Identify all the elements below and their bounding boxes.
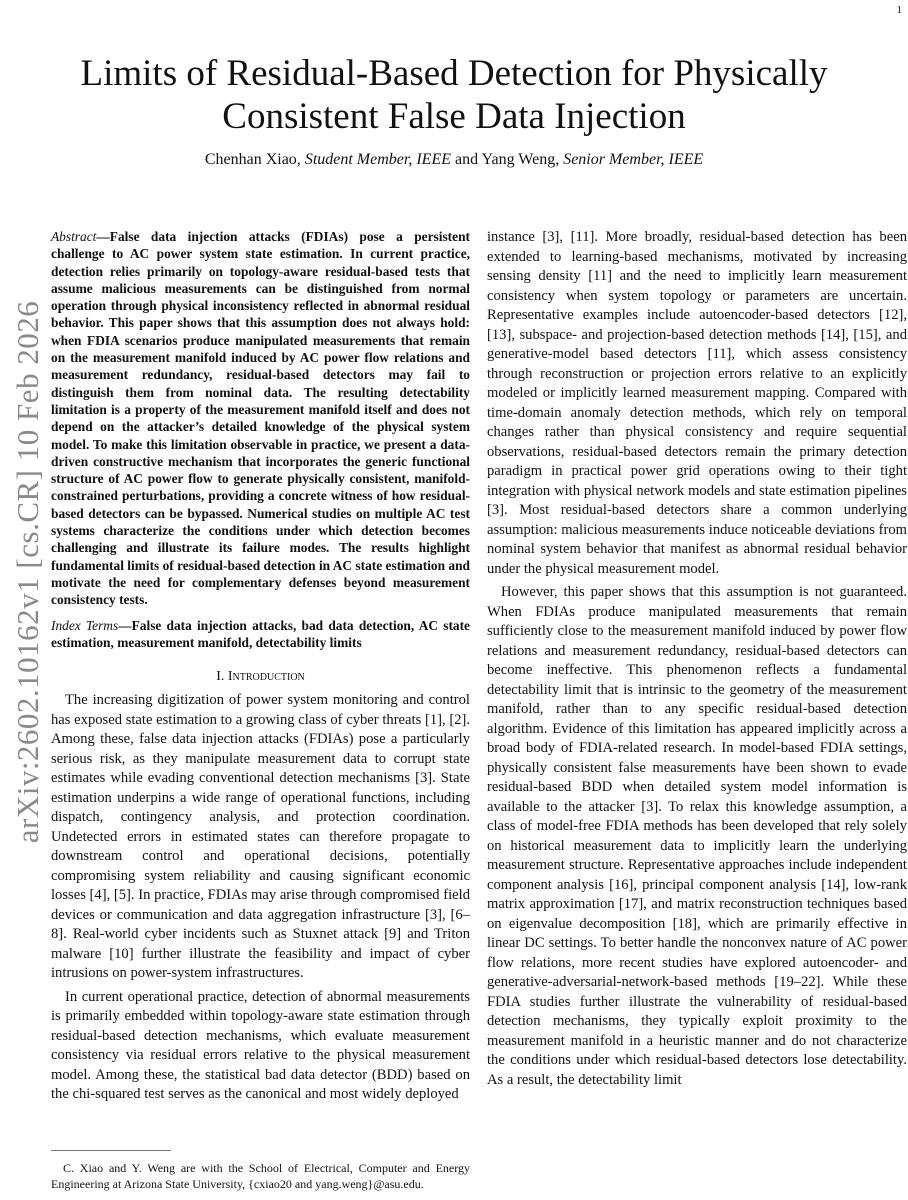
index-terms-text: —False data injection attacks, bad data detection, AC state estimation, measurement manifold, detectability limits [51, 617, 470, 650]
index-terms-label: Index Terms [51, 617, 119, 633]
author-conjunction: and [455, 151, 479, 168]
abstract [51, 228, 470, 609]
intro-paragraph-2: In current operational practice, detection of abnormal measurements is primarily embedded within topology-aware state estimation through residual-based detection mechanisms, which evaluate measurement consistency via residual errors relative to the physical measurement model. Among these, the statistical bad data detector (BDD) based on the chi-squared test serves as the canonical and most widely deployed [51, 988, 470, 1103]
footnote-rule [51, 1150, 171, 1151]
abstract-text: —False data injection attacks (FDIAs) pose a persistent challenge to AC power system state estimation. In current practice, detection relies primarily on topology-aware residual-based tests that assume malicious measurements can be distinguished from normal operation through physical inconsistency reflected in abnormal residual behavior. This paper shows that this assumption does not always hold: when FDIA scenarios produce manipulated measurements that remain on the measurement manifold induced by AC power flow relations and measurement redundancy, residual-based detectors may fail to distinguish them from nominal data. The resulting detectability limitation is a property of the measurement manifold itself and does not depend on the attacker’s detailed knowledge of the physical system model. To make this limitation observable in practice, we present a data-driven constructive mechanism that incorporates the generic functional structure of AC power flow to generate physically consistent, manifold-constrained perturbations, providing a concrete witness of how residual-based detectors can be bypassed. Numerical studies on multiple AC test systems characterize the conditions under which detection becomes challenging and illustrate its failure modes. The results highlight fundamental limits of residual-based detection in AC state estimation and motivate the need for complementary defenses beyond measurement consistency tests. [51, 229, 470, 608]
index-terms [51, 617, 470, 652]
author-1-name: Chenhan Xiao, [204, 151, 301, 168]
intro-paragraph-2-continued: instance [3], [11]. More broadly, residual-based detection has been extended to learning-based mechanisms, motivated by increasing sensing density [11] and the need to implicitly learn measurement consistency when system topology or parameters are uncertain. Representative examples include autoencoder-based detectors [12], [13], subspace- and projection-based detection methods [14], [15], and generative-model based detectors [11], which assess consistency through reconstruction or projection errors relative to an explicitly modeled or implicitly learned measurement mapping. Compared with time-domain anomaly detection methods, which rely on temporal changes rather than physical consistency and require sequential observations, residual-based detectors remain the primary detection paradigm in practical power grid operations owing to their tight integration with physical network models and state estimation pipelines [3]. Most residual-based detectors share a common underlying assumption: malicious measurements induce noticeable deviations from nominal system behavior that manifest as abnormal residual behavior under the physical measurement model. [487, 229, 907, 577]
author-1-role: Student Member, IEEE [304, 151, 451, 168]
intro-paragraph-3: However, this paper shows that this assumption is not guaranteed. When FDIAs produce manipulated measurements that remain sufficiently close to the measurement manifold induced by power flow relations and measurement redundancy, residual-based detectors can become ineffective. This phenomenon reflects a fundamental detectability limit that is intrinsic to the geometry of the measurement manifold, rather than to any specific residual-based detection algorithm. Evidence of this limitation has appeared implicitly across a broad body of FDIA-related research. In model-based FDIA settings, physically consistent false measurements have been shown to evade residual-based BDD when detailed system model information is available to the attacker [3]. To relax this knowledge assumption, a class of model-free FDIA methods has been developed that rely solely on historical measurement data to implicitly learn the underlying measurement structure. Representative approaches include independent component analysis [16], principal component analysis [14], low-rank matrix approximation [17], and matrix reconstruction techniques based on eigenvalue decomposition [18], which are primarily effective in linear DC settings. To better handle the nonconvex nature of AC power flow relations, more recent studies have explored autoencoder- and generative-adversarial-network-based methods [19–22]. While these FDIA studies further illustrate the vulnerability of residual-based detection mechanisms, they typically exploit proximity to the measurement manifold in a heuristic manner and do not characterize the conditions under which residual-based detectors lose detectability. As a result, the detectability limit [487, 584, 907, 1088]
page-number: 1 [896, 4, 902, 16]
intro-paragraph-1: The increasing digitization of power system monitoring and control has exposed state estimation to a growing class of cyber threats [1], [2]. Among these, false data injection attacks (FDIAs) pose a particularly serious risk, as they manipulate measurement data to corrupt state estimates while evading conventional detection mechanisms [3]. State estimation underpins a wide range of operational functions, including dispatch, contingency analysis, and protection coordination. Undetected errors in estimated states can therefore propagate to downstream control and operational decisions, potentially compromising system reliability and causing significant economic losses [4], [5]. In practice, FDIAs may arise through compromised field devices or communication and data aggregation infrastructure [3], [6–8]. Real-world cyber incidents such as Stuxnet attack [9] and Triton malware [10] further illustrate the feasibility and impact of cyber intrusions on power-system infrastructures. [51, 692, 470, 982]
abstract-label: Abstract [51, 229, 97, 244]
affiliation-footnote: C. Xiao and Y. Weng are with the School of Electrical, Computer and Energy Engineering at Arizona State University, {cxiao20 and yang.weng}@asu.edu. [51, 1161, 470, 1191]
author-2-name: Yang Weng, [481, 151, 560, 168]
left-column [51, 228, 470, 1105]
right-column [487, 228, 907, 1090]
arxiv-identifier-stamp: arXiv:2602.10162v1 [cs.CR] 10 Feb 2026 [10, 300, 45, 844]
section-heading-introduction: I. Introduction [216, 669, 305, 685]
paper-title: Limits of Residual-Based Detection for Physically Consistent False Data Injection [80, 53, 828, 137]
author-line [0, 151, 908, 169]
author-2-role: Senior Member, IEEE [563, 151, 704, 168]
